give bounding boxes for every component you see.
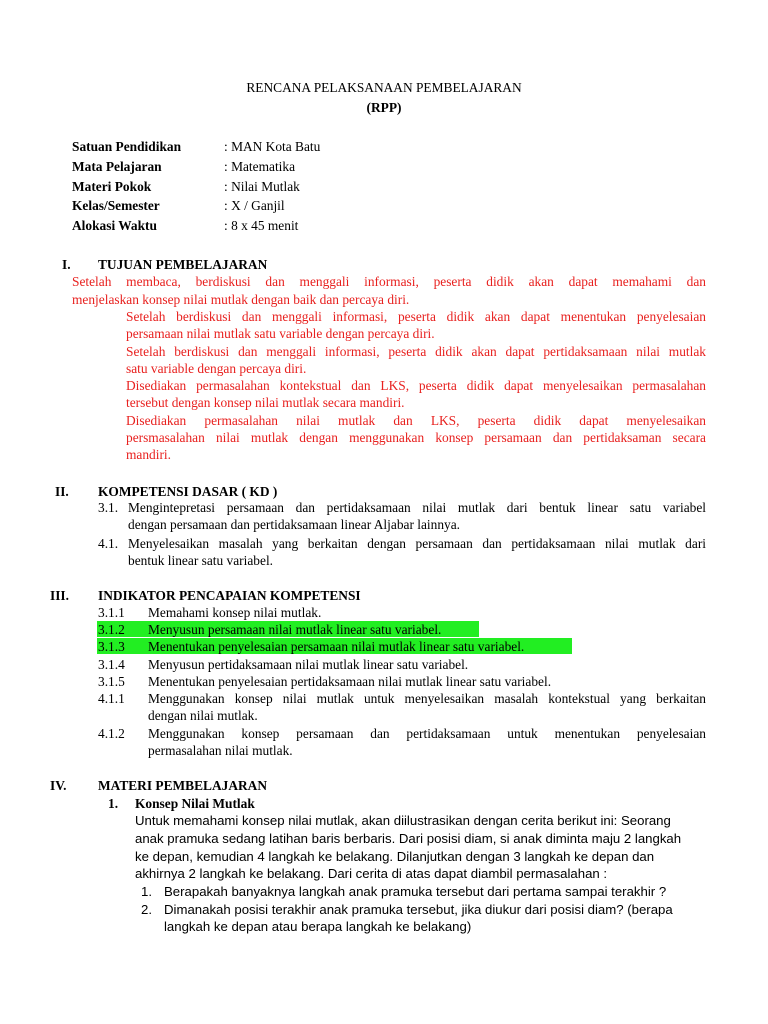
question-text: langkah ke depan atau berapa langkah ke belakang) bbox=[164, 919, 472, 934]
objective-line: satu variable dengan percaya diri. bbox=[126, 361, 307, 376]
objective-line: menjelaskan konsep nilai mutlak dengan baik dan percaya diri. bbox=[72, 292, 410, 307]
kd-number: 4.1. bbox=[98, 536, 119, 551]
indicator-text: Memahami konsep nilai mutlak. bbox=[148, 605, 322, 620]
indicator-text: permasalahan nilai mutlak. bbox=[148, 743, 293, 758]
subsection-heading: Konsep Nilai Mutlak bbox=[135, 796, 255, 811]
objective-line: mandiri. bbox=[126, 447, 171, 462]
kd-text: bentuk linear satu variabel. bbox=[128, 553, 274, 568]
question-number: 2. bbox=[141, 902, 152, 917]
indicator-number: 3.1.3 bbox=[98, 639, 125, 654]
document-title: RENCANA PELAKSANAAN PEMBELAJARAN bbox=[246, 80, 522, 95]
indicator-number: 3.1.5 bbox=[98, 674, 125, 689]
kd-number: 3.1. bbox=[98, 500, 119, 515]
indicator-text: Menggunakan konsep nilai mutlak untuk menyelesaikan masalah kontekstual yang berkaitan bbox=[148, 691, 706, 706]
indicator-text: Menentukan penyelesaian persamaan nilai mutlak linear satu variabel. bbox=[148, 639, 525, 654]
section-number: III. bbox=[50, 588, 69, 603]
section-heading: MATERI PEMBELAJARAN bbox=[98, 778, 267, 793]
identity-value: : Nilai Mutlak bbox=[224, 179, 300, 194]
section-heading: TUJUAN PEMBELAJARAN bbox=[98, 257, 268, 272]
objective-line: persamaan nilai mutlak satu variable dengan percaya diri. bbox=[126, 326, 435, 341]
subsection-number: 1. bbox=[108, 796, 119, 811]
question-text: Berapakah banyaknya langkah anak pramuka tersebut dari pertama sampai terakhir ? bbox=[164, 884, 667, 899]
question-text: Dimanakah posisi terakhir anak pramuka tersebut, jika diukur dari posisi diam? (berapa bbox=[164, 902, 673, 917]
objective-line: persmasalahan nilai mutlak dengan menggunakan konsep persamaan dan pertidaksaman secara bbox=[126, 430, 706, 445]
identity-label: Satuan Pendidikan bbox=[72, 139, 182, 154]
indicator-number: 3.1.4 bbox=[98, 657, 125, 672]
question-number: 1. bbox=[141, 884, 152, 899]
identity-label: Alokasi Waktu bbox=[72, 218, 157, 233]
indicator-number: 3.1.2 bbox=[98, 622, 125, 637]
indicator-number: 4.1.1 bbox=[98, 691, 125, 706]
section-heading: INDIKATOR PENCAPAIAN KOMPETENSI bbox=[98, 588, 361, 603]
material-paragraph-line: akhirnya 2 langkah ke belakang. Dari cerita di atas dapat diambil permasalahan : bbox=[135, 866, 608, 881]
identity-label: Materi Pokok bbox=[72, 179, 152, 194]
kd-text: Menyelesaikan masalah yang berkaitan dengan persamaan dan pertidaksamaan nilai mutlak dari bbox=[128, 536, 706, 551]
indicator-text: dengan nilai mutlak. bbox=[148, 708, 258, 723]
section-number: IV. bbox=[50, 778, 67, 793]
identity-value: : MAN Kota Batu bbox=[224, 139, 321, 154]
objective-line: Setelah berdiskusi dan menggali informasi, peserta didik akan dapat menentukan penyelesaian bbox=[126, 309, 706, 324]
objective-line: Disediakan permasalahan kontekstual dan LKS, peserta didik dapat menyelesaikan permasalahan bbox=[126, 378, 706, 393]
material-paragraph-line: anak pramuka sedang latihan baris berbaris. Dari posisi diam, si anak diminta maju 2 langkah bbox=[135, 831, 682, 846]
section-number: II. bbox=[55, 484, 69, 499]
identity-value: : X / Ganjil bbox=[224, 198, 285, 213]
material-paragraph-line: ke depan, kemudian 4 langkah ke belakang. Dilanjutkan dengan 3 langkah ke depan dan bbox=[135, 849, 655, 864]
indicator-number: 4.1.2 bbox=[98, 726, 125, 741]
material-paragraph-line: Untuk memahami konsep nilai mutlak, akan diilustrasikan dengan cerita berikut ini: Seorang bbox=[135, 813, 671, 828]
section-heading: KOMPETENSI DASAR ( KD ) bbox=[98, 484, 278, 499]
identity-value: : 8 x 45 menit bbox=[224, 218, 299, 233]
objective-line: tersebut dengan konsep nilai mutlak secara mandiri. bbox=[126, 395, 405, 410]
indicator-number: 3.1.1 bbox=[98, 605, 125, 620]
section-number: I. bbox=[62, 257, 71, 272]
objective-line: Disediakan permasalahan nilai mutlak dan LKS, peserta didik dapat menyelesaikan bbox=[126, 413, 706, 428]
identity-label: Mata Pelajaran bbox=[72, 159, 162, 174]
document-subtitle: (RPP) bbox=[366, 100, 402, 115]
kd-text: dengan persamaan dan pertidaksamaan linear Aljabar lainnya. bbox=[128, 517, 461, 532]
objective-line: Setelah membaca, berdiskusi dan menggali informasi, peserta didik akan dapat memahami dan bbox=[72, 274, 706, 289]
identity-label: Kelas/Semester bbox=[72, 198, 160, 213]
indicator-text: Menggunakan konsep persamaan dan pertidaksamaan untuk menentukan penyelesaian bbox=[148, 726, 706, 741]
objective-line: Setelah berdiskusi dan menggali informasi, peserta didik akan dapat pertidaksamaan nilai mutlak bbox=[126, 344, 706, 359]
indicator-text: Menyusun persamaan nilai mutlak linear satu variabel. bbox=[148, 622, 442, 637]
indicator-text: Menentukan penyelesaian pertidaksamaan nilai mutlak linear satu variabel. bbox=[148, 674, 552, 689]
kd-text: Mengintepretasi persamaan dan pertidaksamaan nilai mutlak dari bentuk linear satu variabel bbox=[128, 500, 706, 515]
identity-value: : Matematika bbox=[224, 159, 296, 174]
indicator-text: Menyusun pertidaksamaan nilai mutlak linear satu variabel. bbox=[148, 657, 469, 672]
